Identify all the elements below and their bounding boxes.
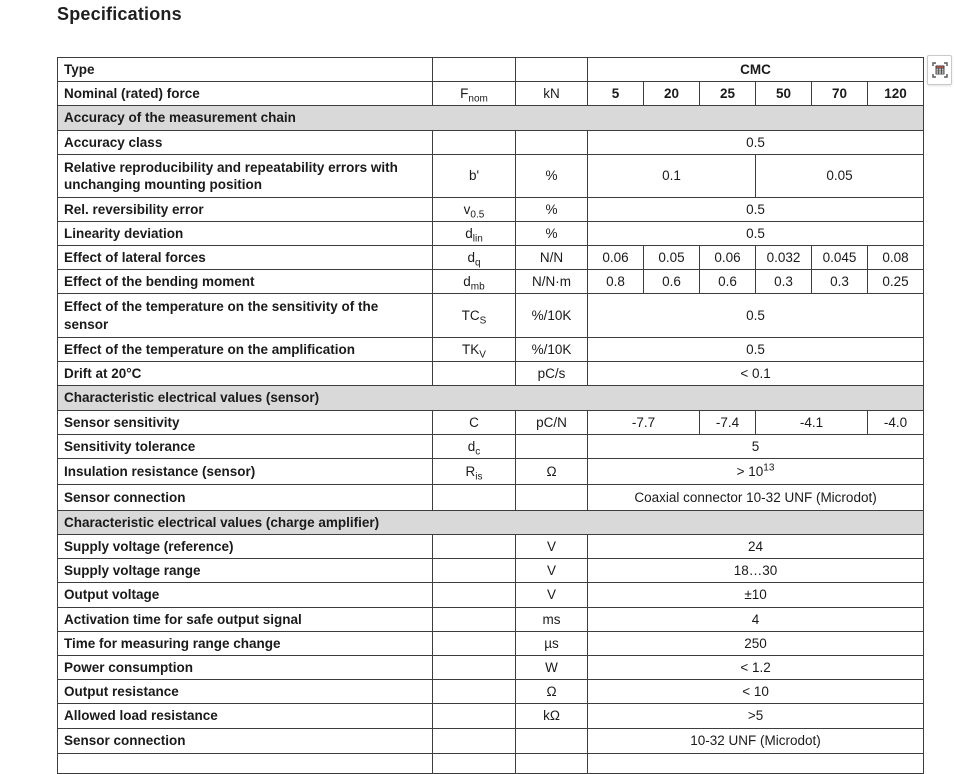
section-header: Characteristic electrical values (sensor) bbox=[58, 386, 924, 411]
cell-value bbox=[433, 583, 516, 608]
cell-value: 0.045 bbox=[812, 246, 868, 270]
cell-value: $TC_S$ bbox=[433, 294, 516, 338]
table-row bbox=[58, 656, 924, 680]
cell-value: 50 bbox=[756, 82, 812, 106]
row-label: Accuracy class bbox=[58, 131, 433, 155]
cell-value bbox=[433, 704, 516, 729]
cell-value: V bbox=[516, 535, 588, 559]
cell-value: 0.06 bbox=[588, 246, 644, 270]
row-label: Type bbox=[58, 58, 433, 82]
row-label: Effect of the temperature on the amplification bbox=[58, 338, 433, 362]
cell-value: 0.06 bbox=[700, 246, 756, 270]
cell-value: pC/N bbox=[516, 411, 588, 435]
cell-value: 0.5 bbox=[588, 131, 924, 155]
row-label: Supply voltage range bbox=[58, 559, 433, 583]
cell-value: 25 bbox=[700, 82, 756, 106]
cell-value: % bbox=[516, 155, 588, 198]
cell-value: -4.0 bbox=[868, 411, 924, 435]
cell-value bbox=[433, 754, 516, 774]
cell-value: W bbox=[516, 656, 588, 680]
spec-table-body bbox=[58, 58, 924, 774]
cell-value: 5 bbox=[588, 435, 924, 459]
table-row bbox=[58, 82, 924, 106]
cell-value: 0.6 bbox=[644, 270, 700, 294]
cell-value: kN bbox=[516, 82, 588, 106]
cell-value: pC/s bbox=[516, 362, 588, 386]
cell-value: ms bbox=[516, 608, 588, 632]
cell-value: 5 bbox=[588, 82, 644, 106]
cell-value: N/N bbox=[516, 246, 588, 270]
cell-value bbox=[516, 754, 588, 774]
cell-value: %/10K bbox=[516, 294, 588, 338]
cell-value bbox=[516, 58, 588, 82]
table-row bbox=[58, 246, 924, 270]
table-row bbox=[58, 338, 924, 362]
cell-value: $R_{is}$ bbox=[433, 459, 516, 485]
cell-value: 0.5 bbox=[588, 294, 924, 338]
table-row bbox=[58, 729, 924, 754]
cell-value: % bbox=[516, 222, 588, 246]
cell-value: kΩ bbox=[516, 704, 588, 729]
cell-value: $TK_V$ bbox=[433, 338, 516, 362]
cell-value: Ω bbox=[516, 459, 588, 485]
cell-value: b' bbox=[433, 155, 516, 198]
cell-value: -4.1 bbox=[756, 411, 868, 435]
table-row bbox=[58, 58, 924, 82]
cell-value: $F_{nom}$ bbox=[433, 82, 516, 106]
table-row bbox=[58, 155, 924, 198]
table-expand-icon bbox=[931, 61, 949, 79]
row-label: Activation time for safe output signal bbox=[58, 608, 433, 632]
row-label: Nominal (rated) force bbox=[58, 82, 433, 106]
cell-value: $d_c$ bbox=[433, 435, 516, 459]
row-label: Insulation resistance (sensor) bbox=[58, 459, 433, 485]
cell-value: 24 bbox=[588, 535, 924, 559]
cell-value: 4 bbox=[588, 608, 924, 632]
row-label: Linearity deviation bbox=[58, 222, 433, 246]
table-row bbox=[58, 294, 924, 338]
row-label: Drift at 20°C bbox=[58, 362, 433, 386]
cell-value bbox=[433, 535, 516, 559]
cell-value: Ω bbox=[516, 680, 588, 704]
table-row bbox=[58, 583, 924, 608]
cell-value: < 0.1 bbox=[588, 362, 924, 386]
cell-value: 0.5 bbox=[588, 198, 924, 222]
cell-value: 120 bbox=[868, 82, 924, 106]
table-row bbox=[58, 608, 924, 632]
cell-value bbox=[516, 485, 588, 511]
cell-value: 250 bbox=[588, 632, 924, 656]
table-row bbox=[58, 559, 924, 583]
cell-value: $d_{mb}$ bbox=[433, 270, 516, 294]
cell-value bbox=[433, 58, 516, 82]
cell-value: CMC bbox=[588, 58, 924, 82]
cell-value bbox=[516, 131, 588, 155]
row-label: Effect of the temperature on the sensitivity of the sensor bbox=[58, 294, 433, 338]
cell-value: > $10^{13}$ bbox=[588, 459, 924, 485]
cell-value: 10-32 UNF (Microdot) bbox=[588, 729, 924, 754]
table-row bbox=[58, 131, 924, 155]
table-row bbox=[58, 704, 924, 729]
row-label: Effect of the bending moment bbox=[58, 270, 433, 294]
table-row bbox=[58, 459, 924, 485]
expand-table-button[interactable] bbox=[927, 55, 952, 85]
cell-value: 0.032 bbox=[756, 246, 812, 270]
cell-value bbox=[433, 729, 516, 754]
table-row bbox=[58, 198, 924, 222]
cell-value: >5 bbox=[588, 704, 924, 729]
cell-value bbox=[433, 632, 516, 656]
cell-value: 0.1 bbox=[588, 155, 756, 198]
table-row bbox=[58, 485, 924, 511]
table-row bbox=[58, 270, 924, 294]
row-label: Time for measuring range change bbox=[58, 632, 433, 656]
section-row bbox=[58, 386, 924, 411]
row-label: Supply voltage (reference) bbox=[58, 535, 433, 559]
row-label bbox=[58, 754, 433, 774]
cell-value: 0.8 bbox=[588, 270, 644, 294]
row-label: Sensor sensitivity bbox=[58, 411, 433, 435]
cell-value: V bbox=[516, 583, 588, 608]
cell-value: 0.6 bbox=[700, 270, 756, 294]
cell-value: < 10 bbox=[588, 680, 924, 704]
row-label: Effect of lateral forces bbox=[58, 246, 433, 270]
row-label: Relative reproducibility and repeatability errors with unchanging mounting position bbox=[58, 155, 433, 198]
cell-value: 0.08 bbox=[868, 246, 924, 270]
row-label: Rel. reversibility error bbox=[58, 198, 433, 222]
cell-value: 0.25 bbox=[868, 270, 924, 294]
row-label: Output resistance bbox=[58, 680, 433, 704]
cell-value: $d_{lin}$ bbox=[433, 222, 516, 246]
cell-value: 0.5 bbox=[588, 338, 924, 362]
cell-value: -7.4 bbox=[700, 411, 756, 435]
table-row bbox=[58, 535, 924, 559]
icon-header-row bbox=[936, 66, 944, 68]
cell-value bbox=[433, 485, 516, 511]
table-row bbox=[58, 222, 924, 246]
cell-value bbox=[516, 729, 588, 754]
table-row bbox=[58, 632, 924, 656]
section-row bbox=[58, 106, 924, 131]
cell-value bbox=[433, 559, 516, 583]
cell-value: %/10K bbox=[516, 338, 588, 362]
cell-value: V bbox=[516, 559, 588, 583]
cell-value: C bbox=[433, 411, 516, 435]
cell-value bbox=[433, 680, 516, 704]
cell-value: Coaxial connector 10-32 UNF (Microdot) bbox=[588, 485, 924, 511]
row-label: Sensor connection bbox=[58, 485, 433, 511]
cell-value: % bbox=[516, 198, 588, 222]
cell-value: 0.3 bbox=[756, 270, 812, 294]
cell-value: 0.5 bbox=[588, 222, 924, 246]
cell-value: 0.3 bbox=[812, 270, 868, 294]
row-label: Sensitivity tolerance bbox=[58, 435, 433, 459]
cell-value bbox=[433, 608, 516, 632]
cell-value: ±10 bbox=[588, 583, 924, 608]
cell-value: -7.7 bbox=[588, 411, 700, 435]
section-header: Characteristic electrical values (charge amplifier) bbox=[58, 511, 924, 535]
table-row bbox=[58, 411, 924, 435]
cell-value: 0.05 bbox=[644, 246, 700, 270]
table-row bbox=[58, 754, 924, 774]
cell-value bbox=[433, 656, 516, 680]
cell-value: 70 bbox=[812, 82, 868, 106]
cell-value bbox=[588, 754, 924, 774]
cell-value: µs bbox=[516, 632, 588, 656]
cell-value: < 1.2 bbox=[588, 656, 924, 680]
section-header: Accuracy of the measurement chain bbox=[58, 106, 924, 131]
row-label: Sensor connection bbox=[58, 729, 433, 754]
table-row bbox=[58, 680, 924, 704]
cell-value: 18…30 bbox=[588, 559, 924, 583]
cell-value: $v_{0.5}$ bbox=[433, 198, 516, 222]
row-label: Power consumption bbox=[58, 656, 433, 680]
spec-table bbox=[57, 57, 924, 774]
row-label: Allowed load resistance bbox=[58, 704, 433, 729]
cell-value: 20 bbox=[644, 82, 700, 106]
row-label: Output voltage bbox=[58, 583, 433, 608]
cell-value bbox=[433, 131, 516, 155]
cell-value bbox=[433, 362, 516, 386]
page-title: Specifications bbox=[57, 4, 182, 24]
cell-value: 0.05 bbox=[756, 155, 924, 198]
cell-value bbox=[516, 435, 588, 459]
table-row bbox=[58, 362, 924, 386]
table-row bbox=[58, 435, 924, 459]
cell-value: N/N·m bbox=[516, 270, 588, 294]
cell-value: $d_q$ bbox=[433, 246, 516, 270]
section-row bbox=[58, 511, 924, 535]
